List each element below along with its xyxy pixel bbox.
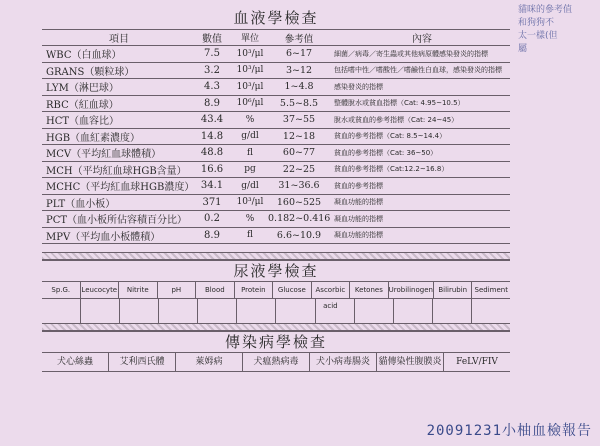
test-unit: % <box>245 213 255 224</box>
note-line: 太一樣(但 <box>518 31 558 41</box>
urine-column-label: Sp.G. <box>42 282 81 298</box>
blood-header-row <box>42 30 510 46</box>
header-reference: 參考值 <box>284 33 314 45</box>
urine-column-label: Bilirubin <box>434 282 473 298</box>
blood-row <box>42 96 510 113</box>
urine-column-label: pH <box>158 282 197 298</box>
header-value: 數值 <box>202 34 222 45</box>
blood-row <box>42 129 510 146</box>
blood-row <box>42 162 510 179</box>
test-unit: 10³/μl <box>236 48 264 59</box>
test-description: 凝血功能的指標 <box>334 231 383 240</box>
test-unit: g/dl <box>241 180 259 191</box>
infection-test-label: 萊姆病 <box>176 353 243 371</box>
test-reference: 160~525 <box>276 196 322 208</box>
test-name: MCHC（平均紅血球HGB濃度） <box>46 182 195 194</box>
test-value: 8.9 <box>204 97 220 109</box>
blood-row <box>42 228 510 245</box>
urine-column-label: Ketones <box>350 282 389 298</box>
infection-test-label: FeLV/FIV <box>456 357 498 367</box>
urine-result-cell <box>81 299 120 323</box>
blood-divider <box>42 244 510 253</box>
infection-header-row <box>42 353 510 372</box>
test-unit: 10⁶/μl <box>236 98 264 109</box>
report-caption: 20091231小柚血檢報告 <box>426 423 592 439</box>
note-line: 和狗狗不 <box>518 18 555 28</box>
test-reference: 31~36.6 <box>278 180 320 192</box>
blood-rows <box>42 46 510 244</box>
test-name: MPV（平均血小板體積） <box>46 231 161 243</box>
test-value: 16.6 <box>200 163 224 175</box>
test-name: HGB（血紅素濃度） <box>46 132 141 144</box>
test-name: PCT（血小板所佔容積百分比） <box>46 215 188 227</box>
test-description: 貧血的參考指標（Cat: 8.5~14.4） <box>334 132 447 141</box>
test-value: 7.5 <box>204 48 220 60</box>
handwritten-note <box>518 4 598 56</box>
test-reference: 6~17 <box>285 48 313 60</box>
infection-test-label: 犬瘟熱病毒 <box>243 353 310 371</box>
test-name: LYM（淋巴球） <box>46 83 119 95</box>
test-name: RBC（紅血球） <box>46 99 119 111</box>
test-reference: 12~18 <box>282 130 316 142</box>
test-unit: % <box>245 114 255 125</box>
test-name: MCV（平均紅血球體積） <box>46 149 162 161</box>
blood-row <box>42 63 510 80</box>
test-value: 4.3 <box>204 81 220 93</box>
urine-header-row <box>42 282 510 310</box>
test-description: 貧血的參考指標（Cat: 36~50） <box>334 148 438 157</box>
test-value: 3.2 <box>204 64 220 76</box>
test-value: 8.9 <box>204 229 220 241</box>
blood-row <box>42 112 510 129</box>
urine-result-cell <box>316 299 355 323</box>
test-value: 48.8 <box>200 147 224 159</box>
test-unit: 10³/μl <box>236 81 264 92</box>
blood-row <box>42 79 510 96</box>
infection-test-label: 犬心絲蟲 <box>42 353 109 371</box>
test-value: 14.8 <box>200 130 224 142</box>
urine-column-label: Glucose <box>273 282 312 298</box>
blood-row <box>42 195 510 212</box>
test-reference: 1~4.8 <box>284 81 314 93</box>
urine-result-row <box>42 299 510 324</box>
test-value: 371 <box>202 196 222 208</box>
urine-column-label: Blood <box>196 282 235 298</box>
test-reference: 37~55 <box>282 114 316 126</box>
test-reference: 5.5~8.5 <box>279 97 319 109</box>
test-description: 感染發炎的指標 <box>334 82 383 91</box>
urine-result-cell <box>237 299 276 323</box>
header-description: 內容 <box>412 34 432 45</box>
blood-section-title: 血液學檢查 <box>42 8 510 30</box>
urine-result-cell <box>433 299 472 323</box>
test-description: 貧血的參考指標 <box>334 181 383 190</box>
urine-result-cell <box>472 299 510 323</box>
blood-row <box>42 145 510 162</box>
blood-row <box>42 211 510 228</box>
test-value: 34.1 <box>200 180 224 192</box>
test-name: MCH（平均紅血球HGB含量） <box>46 165 187 177</box>
urine-result-cell <box>198 299 237 323</box>
hatch-divider <box>42 324 510 331</box>
urine-section-title: 尿液學檢查 <box>42 260 510 282</box>
urine-result-cell <box>394 299 433 323</box>
urine-result-cell <box>120 299 159 323</box>
note-line: 貓咪的參考值 <box>518 5 573 15</box>
test-reference: 22~25 <box>282 163 316 175</box>
test-unit: 10³/μl <box>236 197 264 208</box>
header-unit: 單位 <box>240 34 259 44</box>
test-value: 0.2 <box>204 213 220 225</box>
header-item: 項目 <box>109 34 129 45</box>
urine-column-label: Ascorbic acid <box>312 282 351 298</box>
urine-column-label: Protein <box>235 282 274 298</box>
test-unit: g/dl <box>241 131 259 142</box>
test-description: 脫水或貧血的參考指標（Cat: 24~45） <box>334 115 459 124</box>
test-name: HCT（血容比） <box>46 116 120 128</box>
test-description: 凝血功能的指標 <box>334 214 383 223</box>
lab-report <box>42 8 510 372</box>
test-unit: 10³/μl <box>236 65 264 76</box>
test-reference: 3~12 <box>285 64 313 76</box>
urine-result-cell <box>42 299 81 323</box>
test-reference: 6.6~10.9 <box>276 229 322 241</box>
urine-result-cell <box>276 299 315 323</box>
test-description: 包括嗜中性／嗜酸性／嗜鹼性白血球，感染發炎的指標 <box>334 66 502 75</box>
test-unit: pg <box>244 164 256 175</box>
test-description: 凝血功能的指標 <box>334 198 383 207</box>
test-name: WBC（白血球） <box>46 50 122 62</box>
note-line: 屬 <box>518 44 528 54</box>
test-description: 貧血的參考指標（Cat:12.2~16.8） <box>334 165 449 174</box>
urine-result-cell <box>355 299 394 323</box>
test-unit: fl <box>246 230 253 241</box>
infection-section-title: 傳染病學檢查 <box>42 331 510 353</box>
infection-test-label: 犬小病毒腸炎 <box>310 353 377 371</box>
test-name: GRANS（顆粒球） <box>46 66 135 78</box>
test-reference: 0.182~0.416 <box>268 213 331 225</box>
test-unit: fl <box>246 147 253 158</box>
test-description: 細菌／病毒／寄生蟲或其他病原體感染發炎的指標 <box>334 49 488 58</box>
test-value: 43.4 <box>200 114 224 126</box>
infection-test-label: 貓傳染性腹膜炎 <box>377 353 444 371</box>
urine-column-label: Sediment <box>474 286 508 294</box>
test-reference: 60~77 <box>282 147 316 159</box>
hatch-divider <box>42 253 510 260</box>
urine-column-label: Nitrite <box>119 282 158 298</box>
test-description: 整體脫水或貧血指標（Cat: 4.95~10.5） <box>334 99 465 108</box>
test-name: PLT（血小板） <box>46 198 116 210</box>
blood-row <box>42 178 510 195</box>
blood-row <box>42 46 510 63</box>
infection-test-label: 艾利西氏體 <box>109 353 176 371</box>
urine-column-label: Leucocyte <box>81 282 120 298</box>
urine-column-label: Urobilinogen <box>389 282 434 298</box>
urine-result-cell <box>159 299 198 323</box>
